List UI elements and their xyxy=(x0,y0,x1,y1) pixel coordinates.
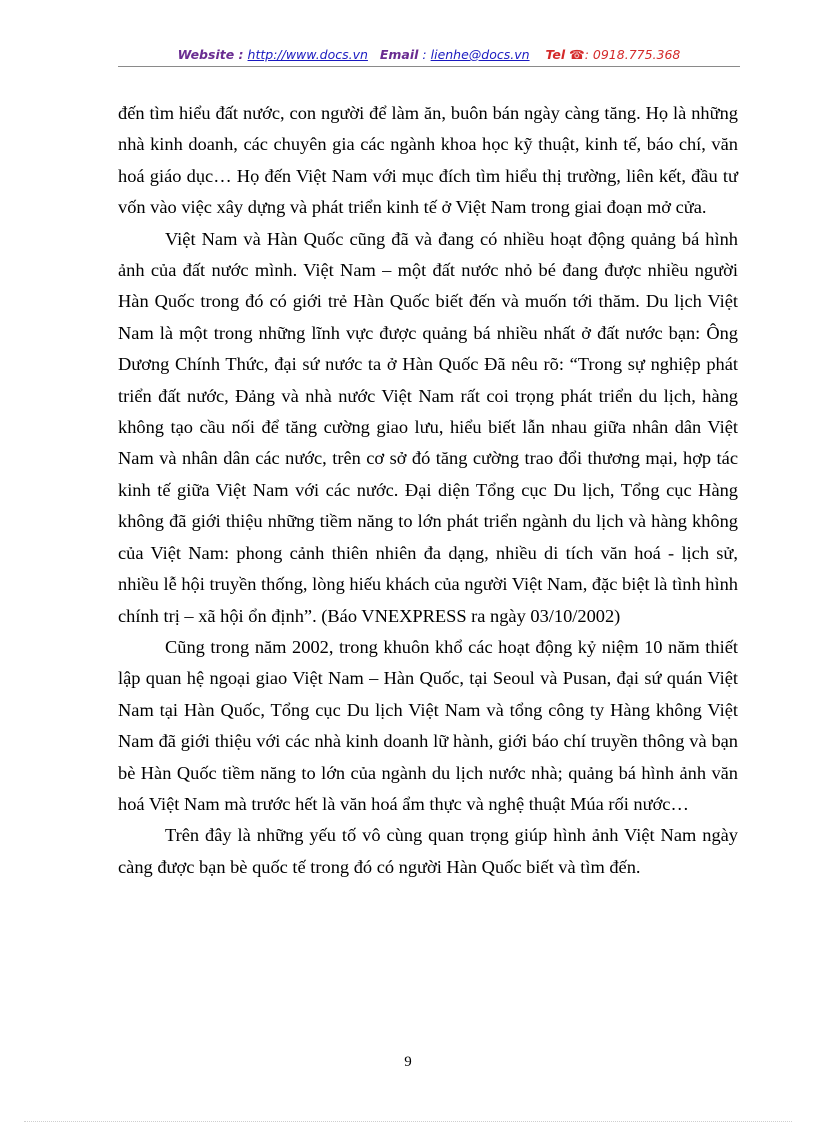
paragraph-anniversary: Cũng trong năm 2002, trong khuôn khổ các hoạt động kỷ niệm 10 năm thiết lập quan hệ ngoại giao Việt Nam – Hàn Quốc, tại Seoul và Pusan, đại sứ quán Việt Nam tại Hàn Quốc, Tổng cục Du lịch Việt Nam và tổng công ty Hàng không Việt Nam đã giới thiệu với các nhà kinh doanh lữ hành, giới báo chí truyền thông và bạn bè Hàn Quốc tiềm năng to lớn của ngành du lịch nước nhà; quảng bá hình ảnh văn hoá Việt Nam mà trước hết là văn hoá ẩm thực và nghệ thuật Múa rối nước… xyxy=(118,636,738,814)
phone-number: : 0918.775.368 xyxy=(584,47,681,62)
website-label: Website : xyxy=(177,47,244,62)
document-body xyxy=(118,98,738,883)
phone-icon: ☎ xyxy=(569,47,585,62)
email-label: Email xyxy=(379,47,419,62)
email-link[interactable]: lienhe@docs.vn xyxy=(430,47,530,62)
paragraph-continued: đến tìm hiểu đất nước, con người để làm ăn, buôn bán ngày càng tăng. Họ là những nhà kinh doanh, các chuyên gia các ngành khoa học kỹ thuật, kinh tế, báo chí, văn hoá giáo dục… Họ đến Việt Nam với mục đích tìm hiểu thị trường, liên kết, đầu tư vốn vào việc xây dựng và phát triển kinh tế ở Việt Nam trong giai đoạn mở cửa. xyxy=(118,103,738,218)
email-separator: : xyxy=(422,47,427,62)
page-header xyxy=(118,44,740,67)
paragraph-conclusion: Trên đây là những yếu tố vô cùng quan trọng giúp hình ảnh Việt Nam ngày càng được bạn bè quốc tế trong đó có người Hàn Quốc biết và tìm đến. xyxy=(118,825,738,877)
website-link[interactable]: http://www.docs.vn xyxy=(247,47,368,62)
page-number: 9 xyxy=(404,1054,412,1070)
footer-divider xyxy=(24,1121,792,1122)
paragraph-promotion: Việt Nam và Hàn Quốc cũng đã và đang có nhiều hoạt động quảng bá hình ảnh của đất nước mình. Việt Nam – một đất nước nhỏ bé đang được nhiều người Hàn Quốc trong đó có giới trẻ Hàn Quốc biết đến và muốn tới thăm. Du lịch Việt Nam là một trong những lĩnh vực được quảng bá nhiều nhất ở đất nước bạn: Ông Dương Chính Thức, đại sứ nước ta ở Hàn Quốc Đã nêu rõ: “Trong sự nghiệp phát triển đất nước, Đảng và nhà nước Việt Nam rất coi trọng phát triển du lịch, hàng không tạo cầu nối để tăng cường giao lưu, hiểu biết lẫn nhau giữa nhân dân Việt Nam và nhân dân các nước, trên cơ sở đó tăng cường trao đổi thương mại, hợp tác kinh tế giữa Việt Nam với các nước. Đại diện Tổng cục Du lịch, Tổng cục Hàng không đã giới thiệu những tiềm năng to lớn phát triển ngành du lịch và hàng không của Việt Nam: phong cảnh thiên nhiên đa dạng, nhiều di tích văn hoá - lịch sử, nhiều lễ hội truyền thống, lòng hiếu khách của người Việt Nam, đặc biệt là tình hình chính trị – xã hội ổn định”. (Báo VNEXPRESS ra ngày 03/10/2002) xyxy=(118,228,738,626)
tel-label: Tel xyxy=(545,47,566,62)
